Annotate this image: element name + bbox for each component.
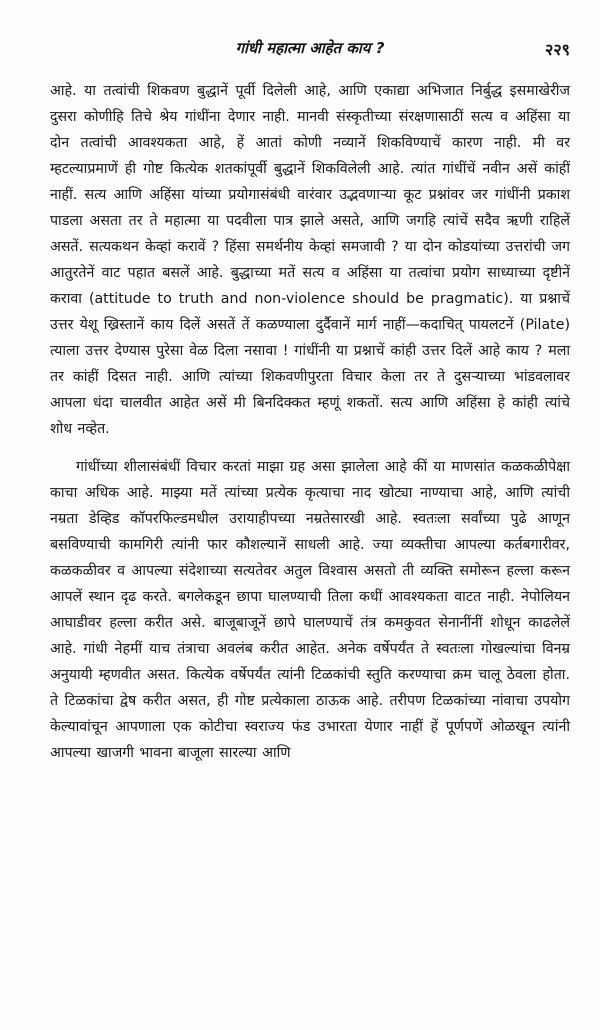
running-header bbox=[50, 38, 570, 78]
paragraph-1: आहे. या तत्वांची शिकवण बुद्धानें पूर्वी दिलेली आहे, आणि एकाद्या अभिजात निर्बुद्ध इसमाखेरीज दुसरा कोणीहि तिचे श्रेय गांधींना देणार नाही. मानवी संस्कृतीच्या संरक्षणासाठीं सत्य व अहिंसा या दोन तत्वांची आवश्यकता आहे, हें आतां कोणी नव्यानें शिकविण्याचें कारण नाही. मी वर म्हटल्याप्रमाणें ही गोष्ट कित्येक शतकांपूर्वी बुद्धानें शिकविलेली आहे. त्यांत गांधींचें नवीन असें कांहीं नाहीं. सत्य आणि अहिंसा यांच्या प्रयोगासंबंधी वारंवार उद्भवणाऱ्या कूट प्रश्नांवर जर गांधींनी प्रकाश पाडला असता तर ते महात्मा या पदवीला पात्र झाले असते, आणि जगहि त्यांचें सदैव ऋणी राहिलें असतें. सत्यकथन केव्हां करावें ? हिंसा समर्थनीय केव्हां समजावी ? या दोन कोडयांच्या उत्तरांची जग आतुरतेनें वाट पहात बसलें आहे. बुद्धाच्या मतें सत्य व अहिंसा या तत्वांचा प्रयोग साध्याच्या दृष्टीनें करावा (attitude to truth and non-violence should be pragmatic). या प्रश्नाचें उत्तर येशू ख्रिस्तानें काय दिलें असतें तें कळण्याला दुर्दैवानें मार्ग नाहीं—कदाचित् पायलटनें (Pilate) त्याला उत्तर देण्यास पुरेसा वेळ दिला नसावा ! गांधींनी या प्रश्नाचें कांही उत्तर दिलें आहे काय ? मला तर कांहीं दिसत नाही. आणि त्यांच्या शिकवणीपुरता विचार केला तर ते दुसऱ्याच्या भांडवलावर आपला धंदा चालवीत आहेत असें मी बिनदिक्कत म्हणूं शकतों. सत्य आणि अहिंसा हे कांही त्यांचे शोध नव्हेत. bbox=[50, 83, 570, 437]
running-title: गांधी महात्मा आहेत काय ? bbox=[235, 39, 385, 57]
paragraph-2: गांधींच्या शीलासंबंधीं विचार करतां माझा ग्रह असा झालेला आहे कीं या माणसांत कळकळीपेक्षा काचा अधिक आहे. माझ्या मतें त्यांच्या प्रत्येक कृत्याचा नाद खोट्या नाण्याचा आहे, आणि त्यांची नम्रता डेव्हिड कॉपरफिल्डमधील उरायाहीपच्या नम्रतेसारखी आहे. स्वतःला सर्वांच्या पुढे आणून बसविण्याची कामगिरी त्यांनी फार कौशल्यानें साधली आहे. ज्या व्यक्तीचा आपल्या कर्तबगारीवर, कळकळीवर व आपल्या संदेशाच्या सत्यतेवर अतुल विश्वास असतो ती व्यक्ति समोरून हल्ला करून आपलें स्थान दृढ करते. बगलेकडून छापा घालण्याची तिला कधीं आवश्यकता वाटत नाही. नेपोलियन आघाडीवर हल्ला करीत असे. बाजूबाजूनें छापे घालण्याचें तंत्र कमकुवत सेनानींनीं शोधून काढलेलें आहे. गांधी नेहमीं याच तंत्राचा अवलंब करीत आहेत. अनेक वर्षेपर्यंत ते स्वतःला गोखल्यांचा विनम्र अनुयायी म्हणवीत असत. कित्येक वर्षेपर्यंत त्यांनी टिळकांची स्तुति करण्याचा क्रम चालू ठेवला होता. ते टिळकांचा द्वेष करीत असत, ही गोष्ट प्रत्येकाला ठाऊक आहे. तरीपण टिळकांच्या नांवाचा उपयोग केल्यावांचून आपणाला एक कोटीचा स्वराज्य फंड उभारता येणार नाहीं हें पूर्णपणें ओळखून त्यांनी आपल्या खाजगी भावना बाजूला सारल्या आणि bbox=[50, 459, 570, 761]
page-number: २२९ bbox=[545, 40, 570, 59]
body-text bbox=[50, 78, 570, 766]
